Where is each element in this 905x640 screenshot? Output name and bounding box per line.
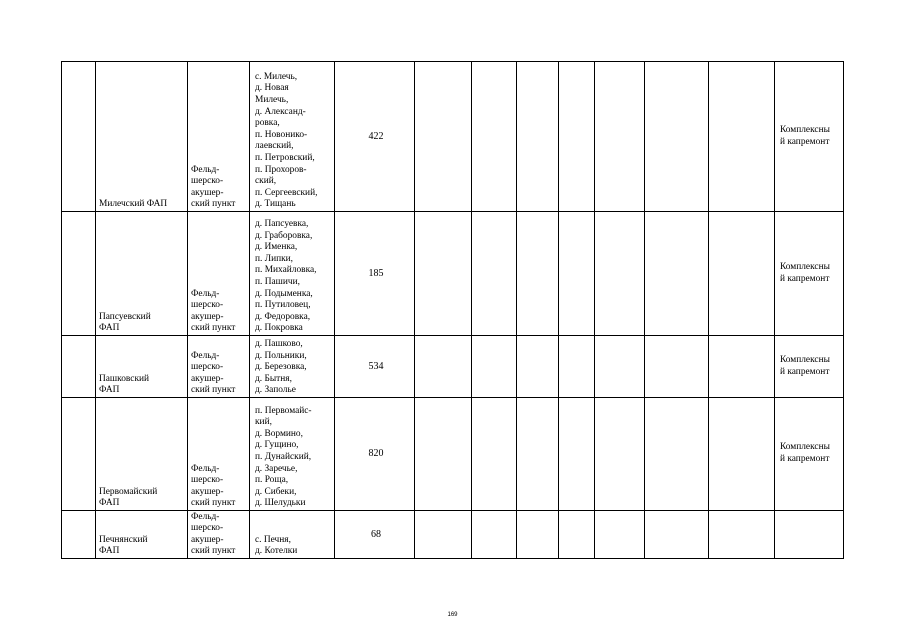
served-locations-cell: [250, 511, 335, 559]
empty-cell: [709, 511, 775, 559]
cell-line: акушер-: [191, 311, 224, 322]
note-cell: [775, 511, 844, 559]
cell-line: ский,: [255, 176, 277, 187]
empty-cell: [517, 511, 559, 559]
index-cell: [62, 336, 96, 398]
cell-line: ский пункт: [191, 199, 236, 210]
empty-cell: [645, 336, 709, 398]
cell-line: Пашковский: [99, 373, 150, 384]
cell-line: д. Котелки: [255, 546, 298, 557]
empty-cell: [645, 511, 709, 559]
cell-line: д. Гущино,: [255, 440, 299, 451]
facility-name-cell: [96, 511, 188, 559]
cell-line: Папсуевский: [99, 311, 151, 322]
cell-line: п. Первомайс-: [255, 405, 312, 416]
cell-line: шерско-: [191, 523, 224, 534]
cell-line: Первомайский: [99, 486, 158, 497]
facility-type-cell: [188, 511, 250, 559]
index-cell: [62, 62, 96, 212]
empty-cell: [415, 398, 472, 511]
cell-line: д. Тищань: [255, 199, 296, 210]
note-cell: [775, 336, 844, 398]
cell-line: шерско-: [191, 176, 224, 187]
empty-cell: [559, 62, 595, 212]
empty-cell: [595, 336, 645, 398]
cell-line: шерско-: [191, 300, 224, 311]
note-cell: [775, 62, 844, 212]
cell-line: шерско-: [191, 362, 224, 373]
cell-line: ФАП: [99, 546, 120, 557]
cell-line: Фельд-: [191, 350, 220, 361]
empty-cell: [645, 62, 709, 212]
table-row: [62, 62, 844, 212]
cell-line: Милечский ФАП: [99, 199, 168, 210]
cell-line: д. Заполье: [255, 385, 296, 396]
cell-line: акушер-: [191, 373, 224, 384]
facility-type-cell: [188, 398, 250, 511]
cell-line: ФАП: [99, 498, 120, 509]
cell-line: Милечь,: [255, 95, 289, 106]
facility-type-cell: [188, 336, 250, 398]
cell-line: д. Шелудьки: [255, 498, 306, 509]
facility-name-cell: [96, 336, 188, 398]
served-locations-cell: [250, 62, 335, 212]
cell-line: Комплексны: [780, 442, 830, 453]
cell-line: д. Вормино,: [255, 428, 303, 439]
empty-cell: [517, 336, 559, 398]
cell-line: п. Липки,: [255, 253, 294, 264]
cell-line: д. Польники,: [255, 350, 307, 361]
cell-line: Фельд-: [191, 288, 220, 299]
cell-line: д. Березовка,: [255, 362, 307, 373]
cell-line: д. Бытня,: [255, 373, 292, 384]
empty-cell: [595, 398, 645, 511]
empty-cell: [559, 398, 595, 511]
cell-line: п. Петровский,: [255, 153, 315, 164]
cell-line: с. Печня,: [255, 534, 291, 545]
cell-line: ский пункт: [191, 385, 236, 396]
empty-cell: [472, 212, 517, 336]
cell-line: лаевский,: [255, 141, 294, 152]
empty-cell: [709, 212, 775, 336]
empty-cell: [415, 511, 472, 559]
cell-line: д. Пашково,: [255, 339, 303, 350]
empty-cell: [472, 511, 517, 559]
facility-name-cell: [96, 212, 188, 336]
empty-cell: [472, 62, 517, 212]
served-locations-cell: [250, 212, 335, 336]
cell-line: п. Сергеевский,: [255, 187, 318, 198]
cell-line: акушер-: [191, 534, 224, 545]
facility-name-cell: [96, 62, 188, 212]
cell-line: д. Федоровка,: [255, 311, 311, 322]
index-cell: [62, 511, 96, 559]
cell-line: й капремонт: [780, 454, 830, 464]
empty-cell: [645, 398, 709, 511]
page-number: 169: [447, 612, 458, 618]
note-cell: [775, 398, 844, 511]
cell-line: п. Путиловец,: [255, 300, 311, 311]
table-row: [62, 336, 844, 398]
empty-cell: [709, 336, 775, 398]
cell-line: д. Новая: [255, 83, 289, 94]
table-row: [62, 212, 844, 336]
cell-line: с. Милечь,: [255, 71, 298, 82]
cell-line: ский пункт: [191, 498, 236, 509]
cell-line: кий,: [255, 417, 272, 428]
note-cell: [775, 212, 844, 336]
cell-line: д. Покровка: [255, 323, 303, 334]
population-cell: 422: [335, 62, 415, 212]
empty-cell: [415, 336, 472, 398]
cell-line: акушер-: [191, 187, 224, 198]
empty-cell: [517, 212, 559, 336]
cell-line: ФАП: [99, 385, 120, 396]
table-body: [62, 62, 844, 559]
facility-name-cell: [96, 398, 188, 511]
cell-line: Фельд-: [191, 164, 220, 175]
cell-line: Фельд-: [191, 511, 220, 522]
cell-line: п. Новонико-: [255, 129, 308, 140]
empty-cell: [415, 212, 472, 336]
empty-cell: [517, 62, 559, 212]
cell-line: ский пункт: [191, 546, 236, 557]
cell-line: д. Заречье,: [255, 463, 298, 474]
empty-cell: [709, 62, 775, 212]
empty-cell: [559, 212, 595, 336]
served-locations-cell: [250, 398, 335, 511]
cell-line: п. Роща,: [255, 475, 289, 486]
facilities-table: [61, 61, 844, 559]
index-cell: [62, 212, 96, 336]
population-cell: 534: [335, 336, 415, 398]
cell-line: шерско-: [191, 475, 224, 486]
population-cell: 68: [335, 511, 415, 559]
empty-cell: [517, 398, 559, 511]
population-cell: 820: [335, 398, 415, 511]
cell-line: Комплексны: [780, 354, 830, 365]
empty-cell: [595, 212, 645, 336]
cell-line: й капремонт: [780, 273, 830, 284]
cell-line: д. Граборовка,: [255, 230, 313, 241]
empty-cell: [595, 62, 645, 212]
cell-line: д. Александ-: [255, 106, 306, 117]
cell-line: ровка,: [255, 118, 280, 129]
cell-line: Комплексны: [780, 261, 830, 272]
served-locations-cell: [250, 336, 335, 398]
cell-line: д. Папсуевка,: [255, 219, 309, 230]
index-cell: [62, 398, 96, 511]
empty-cell: [645, 212, 709, 336]
empty-cell: [559, 336, 595, 398]
population-cell: 185: [335, 212, 415, 336]
empty-cell: [709, 398, 775, 511]
cell-line: п. Пашичи,: [255, 277, 300, 288]
cell-line: Печнянский: [99, 534, 148, 545]
cell-line: п. Прохоров-: [255, 164, 307, 175]
empty-cell: [472, 398, 517, 511]
empty-cell: [472, 336, 517, 398]
facility-type-cell: [188, 62, 250, 212]
table-row: [62, 511, 844, 559]
cell-line: акушер-: [191, 486, 224, 497]
cell-line: й капремонт: [780, 136, 830, 147]
cell-line: Фельд-: [191, 463, 220, 474]
cell-line: п. Дунайский,: [255, 452, 312, 463]
table-row: [62, 398, 844, 511]
empty-cell: [595, 511, 645, 559]
cell-line: Комплексны: [780, 124, 830, 135]
cell-line: п. Михайловка,: [255, 265, 317, 276]
empty-cell: [559, 511, 595, 559]
cell-line: д. Подыменка,: [255, 288, 313, 299]
cell-line: ФАП: [99, 323, 120, 334]
facility-type-cell: [188, 212, 250, 336]
cell-line: д. Сибеки,: [255, 486, 297, 497]
cell-line: й капремонт: [780, 366, 830, 377]
empty-cell: [415, 62, 472, 212]
cell-line: ский пункт: [191, 323, 236, 334]
cell-line: д. Именка,: [255, 242, 298, 253]
